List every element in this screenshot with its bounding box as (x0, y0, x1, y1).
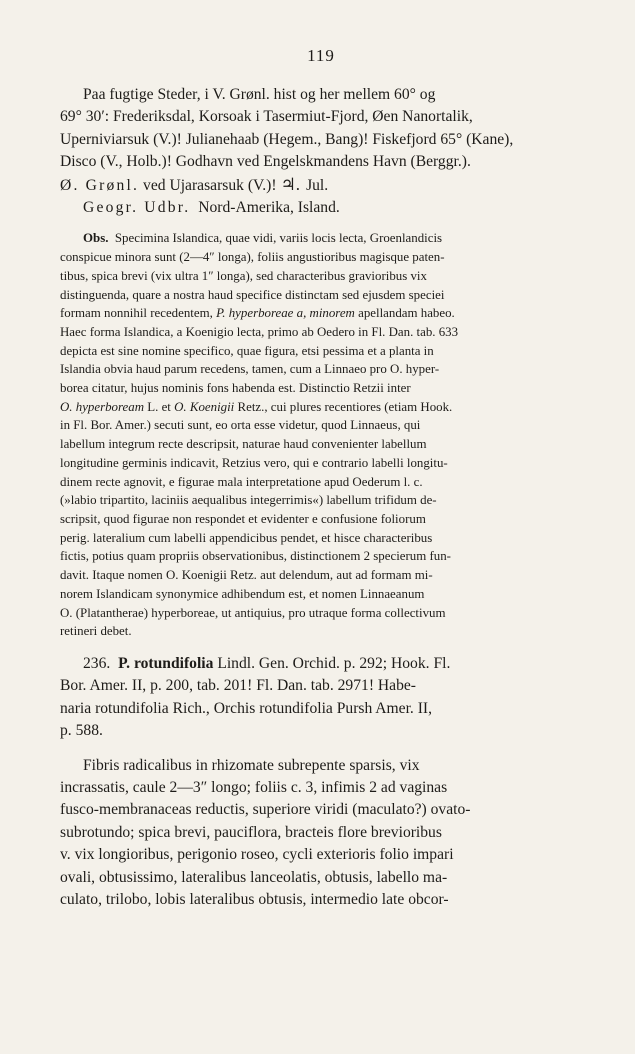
obs-line: conspicue minora sunt (2—4″ longa), foliis angustioribus magisque paten- (60, 250, 445, 265)
flowering-month: Jul. (306, 176, 329, 194)
description-line: fusco-membranaceas reductis, superiore viridi (maculato?) ovato- (60, 801, 471, 819)
obs-line: in Fl. Bor. Amer.) secuti sunt, eo orta esse videtur, quod Linnaeus, qui (60, 418, 421, 433)
description-line: culato, trilobo, lobis lateralibus obtusis, intermedio late obcor- (60, 890, 449, 908)
obs-text: apellandam habeo. (358, 306, 455, 321)
obs-line: Haec forma Islandica, a Koenigio lecta, primo ab Oedero in Fl. Dan. tab. 633 (60, 324, 459, 339)
obs-text: Specimina Islandica, quae vidi, variis locis lecta, Groenlandicis (114, 231, 443, 246)
description-line: Fibris radicalibus in rhizomate subrepente sparsis, vix (83, 756, 420, 774)
description-line: incrassatis, caule 2—3″ longo; foliis c. 3, infimis 2 ad vaginas (60, 778, 448, 796)
obs-line (60, 398, 582, 417)
distribution-line: Paa fugtige Steder, i V. Grønl. hist og her mellem 60° og (83, 86, 436, 103)
obs-text: Retz., cui plures recentiores (etiam Hook. (237, 399, 453, 414)
species-name: P. rotundifolia (118, 654, 214, 672)
book-page (60, 46, 582, 911)
obs-line: scripsit, quod figurae non respondet et evidenter e confusione foliorum (60, 511, 426, 526)
entry-line: naria rotundifolia Rich., Orchis rotundifolia Pursh Amer. II, (60, 699, 433, 717)
obs-italic: P. hyperboreae a, minorem (216, 306, 355, 321)
obs-line: (»labio tripartito, laciniis aequalibus integerrimis«) labellum trifidum de- (60, 493, 437, 508)
obs-text: formam nonnihil recedentem, (60, 306, 213, 321)
distribution-line (60, 197, 582, 219)
species-description (60, 755, 582, 912)
distribution-line: Disco (V., Holb.)! Godhavn ved Engelskmandens Havn (Berggr.). (60, 153, 471, 171)
entry-line: Bor. Amer. II, p. 200, tab. 201! Fl. Dan. tab. 2971! Habe- (60, 677, 416, 695)
obs-italic: O. Koenigii (174, 399, 235, 414)
obs-line: tibus, spica brevi (vix ultra 1″ longa), sed characteribus gravioribus vix (60, 268, 427, 283)
entry-line: p. 588. (60, 722, 103, 740)
description-line: ovali, obtusissimo, lateralibus lanceolatis, obtusis, labello ma- (60, 868, 448, 886)
geogr-label: Geogr. Udbr. (83, 199, 191, 217)
entry-text: Lindl. Gen. Orchid. p. 292; Hook. Fl. (217, 654, 451, 672)
obs-line: davit. Itaque nomen O. Koenigii Retz. aut delendum, aut ad formam mi- (60, 568, 433, 583)
distribution-paragraph (60, 84, 582, 219)
obs-line: dinem recte agnovit, e figurae mala interpretatione apud Oederum l. c. (60, 474, 423, 489)
obs-text: L. et (147, 399, 171, 414)
description-line: subrotundo; spica brevi, pauciflora, bracteis flore brevioribus (60, 823, 442, 841)
obs-italic: O. hyperboream (60, 399, 145, 414)
obs-line: depicta est sine nomine specifico, quae figura, etsi pessima et a planta in (60, 343, 434, 358)
obs-line: O. (Platantherae) hyperboreae, ut antiquius, pro utraque forma collectivum (60, 605, 446, 620)
perennial-symbol: ♃. (280, 174, 301, 194)
obs-line (60, 304, 582, 323)
obs-line: distinguenda, quare a nostra haud specifice distinctam sed ejusdem speciei (60, 287, 445, 302)
page-number: 119 (307, 46, 335, 65)
observation-note (60, 229, 582, 640)
entry-line (60, 653, 582, 675)
region-east-greenland: Ø. Grønl. (60, 176, 140, 194)
obs-line (60, 229, 582, 248)
species-entry (60, 653, 582, 743)
obs-line: labellum integrum recte descripsit, naturae haud convenienter labellum (60, 437, 427, 452)
obs-line: perig. lateralium cum labelli appendicibus pendet, et hisce characteribus (60, 530, 433, 545)
obs-line: borea citatur, hujus nominis fons habenda est. Distinctio Retzii inter (60, 381, 411, 396)
obs-line: norem Islandicam synonymice adhibendum est, et nomen Linnaeanum (60, 586, 425, 601)
geogr-text: Nord-Amerika, Island. (198, 199, 340, 217)
distribution-line (60, 174, 582, 197)
locality-text: ved Ujarasarsuk (V.)! (143, 176, 277, 194)
entry-number: 236. (83, 654, 111, 672)
obs-line: Islandia obvia haud parum recedens, tamen, cum a Linnaeo pro O. hyper- (60, 362, 440, 377)
obs-line: longitudine germinis indicavit, Retzius vero, qui e contrario labelli longitu- (60, 455, 448, 470)
obs-line: fictis, potius quam propriis observationibus, distinctionem 2 specierum fun- (60, 549, 451, 564)
distribution-line: 69° 30′: Frederiksdal, Korsoak i Tasermiut-Fjord, Øen Nanortalik, (60, 108, 473, 126)
description-line: v. vix longioribus, perigonio roseo, cycli exterioris folio impari (60, 846, 454, 864)
obs-label: Obs. (83, 231, 109, 246)
distribution-line: Uperniviarsuk (V.)! Julianehaab (Hegem., Bang)! Fiskefjord 65° (Kane), (60, 130, 514, 148)
obs-line: retineri debet. (60, 624, 132, 639)
